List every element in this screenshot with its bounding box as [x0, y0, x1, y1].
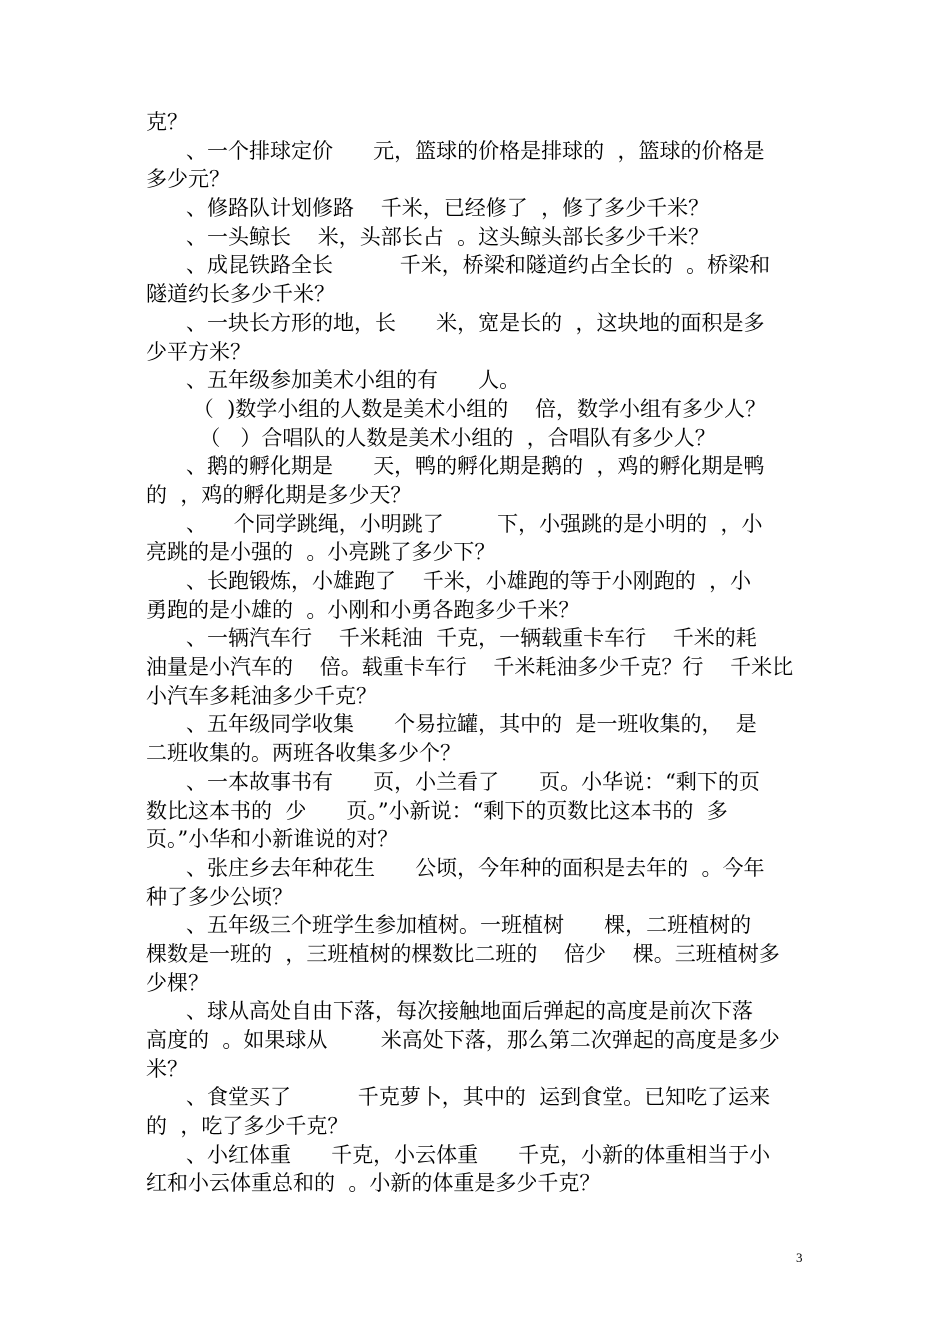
- text-line: 红和小云体重总和的 。小新的体重是多少千克？: [146, 1171, 601, 1196]
- text-line: 、一个排球定价 元，篮球的价格是排球的 ，篮球的价格是: [146, 138, 765, 163]
- text-line: 米？: [146, 1056, 188, 1081]
- text-line: 、球从高处自由下落，每次接触地面后弹起的高度是前次下落: [146, 999, 754, 1024]
- text-line: 少棵？: [146, 970, 209, 995]
- page-number: 3: [796, 1250, 803, 1265]
- text-line: 、五年级参加美术小组的有 人。: [146, 368, 521, 393]
- text-line: 棵数是一班的 ，三班植树的棵数比二班的 倍少 棵。三班植树多: [146, 941, 780, 966]
- text-line: 高度的 。如果球从 米高处下落，那么第二次弹起的高度是多少: [146, 1028, 780, 1052]
- text-line: 、一本故事书有 页，小兰看了 页。小华说：“剩下的页: [146, 769, 760, 794]
- text-line: 、一头鲸长 米，头部长占 。这头鲸头部长多少千米？: [146, 224, 710, 249]
- text-line: 的 ，鸡的孵化期是多少天？: [146, 482, 412, 507]
- text-line: 少平方米？: [146, 339, 251, 364]
- text-line: 油量是小汽车的 倍。载重卡车行 千米耗油多少千克？行 千米比: [146, 655, 794, 680]
- text-line: 、成昆铁路全长 千米，桥梁和隧道约占全长的 。桥梁和: [146, 253, 771, 278]
- problem-text-block: [146, 108, 810, 1198]
- text-line: 勇跑的是小雄的 。小刚和小勇各跑多少千米？: [146, 597, 580, 622]
- text-line: 、鹅的孵化期是 天，鸭的孵化期是鹅的 ，鸡的孵化期是鸭: [146, 454, 765, 479]
- text-line: 种了多少公顷？: [146, 884, 293, 909]
- text-line: 、一辆汽车行 千米耗油 千克，一辆载重卡车行 千米的耗: [146, 626, 757, 651]
- text-line: 、小红体重 千克，小云体重 千克，小新的体重相当于小: [146, 1142, 771, 1167]
- text-line: 、长跑锻炼，小雄跑了 千米，小雄跑的等于小刚跑的 ，小: [146, 569, 752, 593]
- text-line: 的 ，吃了多少千克？: [146, 1114, 349, 1139]
- text-line: 、五年级三个班学生参加植树。一班植树 棵，二班植树的: [146, 913, 752, 938]
- text-line: 、 个同学跳绳，小明跳了 下，小强跳的是小明的 ，小: [146, 511, 763, 536]
- text-line: 数比这本书的 少 页。”小新说：“剩下的页数比这本书的 多: [146, 798, 728, 823]
- text-line: 小汽车多耗油多少千克？: [146, 683, 377, 708]
- text-line: （ )数学小组的人数是美术小组的 倍，数学小组有多少人？: [146, 396, 766, 421]
- text-line: 、张庄乡去年种花生 公顷，今年种的面积是去年的 。今年: [146, 855, 765, 880]
- text-line: （ ）合唱队的人数是美术小组的 ，合唱队有多少人？: [146, 425, 716, 450]
- text-line: 、一块长方形的地，长 米，宽是长的 ，这块地的面积是多: [146, 310, 765, 335]
- text-line: 隧道约长多少千米？: [146, 282, 335, 307]
- text-line: 页。”小华和小新谁说的对？: [146, 827, 399, 852]
- text-line: 、修路队计划修路 千米，已经修了 ，修了多少千米？: [146, 196, 710, 221]
- text-line: 亮跳的是小强的 。小亮跳了多少下？: [146, 540, 496, 565]
- text-line: 多少元？: [146, 167, 230, 192]
- text-line: 、食堂买了 千克萝卜，其中的 运到食堂。已知吃了运来: [146, 1085, 771, 1110]
- text-line: 、五年级同学收集 个易拉罐，其中的 是一班收集的， 是: [146, 712, 757, 737]
- text-line: 二班收集的。两班各收集多少个？: [146, 741, 461, 766]
- text-line: 克？: [146, 110, 188, 134]
